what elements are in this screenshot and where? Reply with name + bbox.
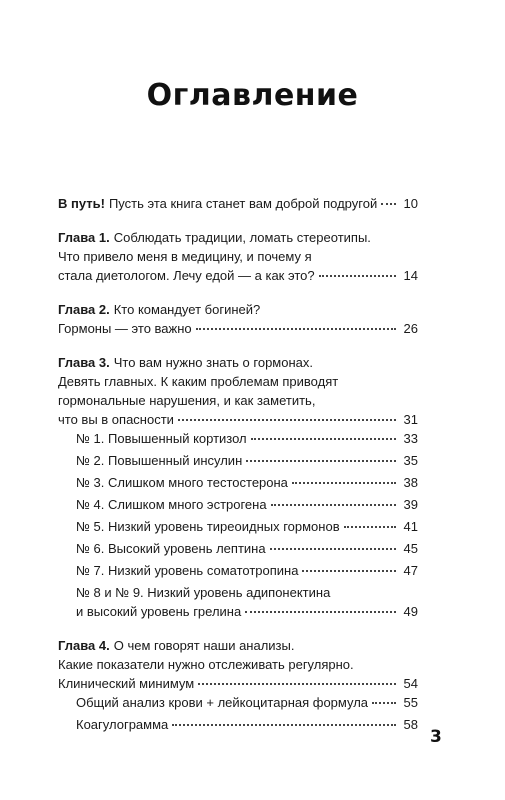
toc-page-number: 31 (403, 412, 418, 427)
dot-leader (251, 438, 396, 440)
toc-line (58, 391, 418, 410)
toc-line (58, 655, 418, 674)
toc-subsection (76, 583, 418, 621)
toc-subsection (76, 561, 418, 580)
toc-line (58, 410, 418, 429)
toc-subsection (76, 715, 418, 734)
page-title: Оглавление (146, 78, 359, 113)
toc-subsection (76, 517, 418, 536)
toc-line (76, 715, 418, 734)
toc-page-number: 41 (403, 519, 418, 534)
toc-page-number: 26 (403, 321, 418, 336)
toc-line (58, 300, 418, 319)
toc-page-number: 39 (403, 497, 418, 512)
toc-chapter (58, 194, 418, 213)
chapter-title-text: Кто командует богиней? (113, 302, 261, 317)
toc-line (76, 517, 418, 536)
toc-chapter (58, 300, 418, 338)
toc-subsection (76, 693, 418, 712)
toc-chapter (58, 228, 418, 285)
subsection-title-text: Общий анализ крови + лейкоцитарная формула (76, 695, 369, 710)
toc-line (76, 561, 418, 580)
page-number: 3 (430, 727, 442, 747)
dot-leader (196, 328, 396, 330)
toc-subsection (76, 473, 418, 492)
toc-line (58, 228, 418, 247)
chapter-title-text: Соблюдать традиции, ломать стереотипы. (113, 230, 371, 245)
chapter-title-text: гормональные нарушения, и как заметить, (58, 393, 316, 408)
subsection-title-text: № 3. Слишком много тестостерона (76, 475, 288, 490)
chapter-title-text: Что вам нужно знать о гормонах. (113, 355, 313, 370)
dot-leader (178, 419, 396, 421)
subsection-title-text: № 7. Низкий уровень соматотропина (76, 563, 299, 578)
toc-line (76, 693, 418, 712)
chapter-label: Глава 1. (58, 230, 110, 245)
toc-line (58, 247, 418, 266)
subsection-title-text: № 1. Повышенный кортизол (76, 431, 247, 446)
toc-subsection-list (58, 693, 418, 734)
toc-line (58, 353, 418, 372)
chapter-title-text: Что привело меня в медицину, и почему я (58, 249, 312, 264)
toc-page-number: 14 (403, 268, 418, 283)
dot-leader (270, 548, 396, 550)
toc-page-number: 45 (403, 541, 418, 556)
toc-line (76, 429, 418, 448)
toc-chapter (58, 353, 418, 621)
toc-subsection (76, 451, 418, 470)
subsection-title-text: № 8 и № 9. Низкий уровень адипонектина (76, 585, 331, 600)
chapter-title-text: О чем говорят наши анализы. (113, 638, 295, 653)
toc-chapter (58, 636, 418, 734)
subsection-title-text: № 5. Низкий уровень тиреоидных гормонов (76, 519, 340, 534)
subsection-title-text: № 6. Высокий уровень лептина (76, 541, 266, 556)
toc-line (76, 583, 418, 602)
chapter-title-text: Гормоны — это важно (58, 321, 192, 336)
toc-line (76, 602, 418, 621)
toc-subsection-list (58, 429, 418, 621)
toc-page-number: 49 (403, 604, 418, 619)
chapter-label: Глава 4. (58, 638, 110, 653)
toc-subsection (76, 495, 418, 514)
toc-line (58, 266, 418, 285)
toc-line (58, 636, 418, 655)
toc-line (58, 372, 418, 391)
toc-subsection (76, 539, 418, 558)
dot-leader (172, 724, 396, 726)
dot-leader (372, 702, 396, 704)
subsection-title-text: и высокий уровень грелина (76, 604, 242, 619)
chapter-title-text: Пусть эта книга станет вам доброй подругой (108, 196, 378, 211)
dot-leader (271, 504, 396, 506)
toc-page-number: 55 (403, 695, 418, 710)
subsection-title-text: Коагулограмма (76, 717, 169, 732)
toc-line (76, 473, 418, 492)
toc-page-number: 38 (403, 475, 418, 490)
toc-page-number: 33 (403, 431, 418, 446)
table-of-contents (58, 194, 418, 749)
toc-line (58, 194, 418, 213)
dot-leader (319, 275, 396, 277)
subsection-title-text: № 2. Повышенный инсулин (76, 453, 243, 468)
dot-leader (302, 570, 396, 572)
toc-page-number: 47 (403, 563, 418, 578)
chapter-label: В путь! (58, 196, 105, 211)
toc-page-number: 35 (403, 453, 418, 468)
toc-line (76, 539, 418, 558)
toc-line (76, 495, 418, 514)
chapter-title-text: Девять главных. К каким проблемам приводят (58, 374, 339, 389)
toc-page-number: 10 (403, 196, 418, 211)
toc-page-number: 54 (403, 676, 418, 691)
chapter-label: Глава 2. (58, 302, 110, 317)
toc-line (76, 451, 418, 470)
dot-leader (292, 482, 396, 484)
dot-leader (381, 203, 396, 205)
toc-subsection (76, 429, 418, 448)
toc-page-number: 58 (403, 717, 418, 732)
chapter-label: Глава 3. (58, 355, 110, 370)
chapter-title-text: стала диетологом. Лечу едой — а как это? (58, 268, 315, 283)
dot-leader (246, 460, 396, 462)
chapter-title-text: что вы в опасности (58, 412, 174, 427)
chapter-title-text: Какие показатели нужно отслеживать регулярно. (58, 657, 354, 672)
dot-leader (198, 683, 396, 685)
dot-leader (344, 526, 396, 528)
dot-leader (245, 611, 396, 613)
chapter-title-text: Клинический минимум (58, 676, 195, 691)
subsection-title-text: № 4. Слишком много эстрогена (76, 497, 267, 512)
toc-line (58, 319, 418, 338)
toc-line (58, 674, 418, 693)
